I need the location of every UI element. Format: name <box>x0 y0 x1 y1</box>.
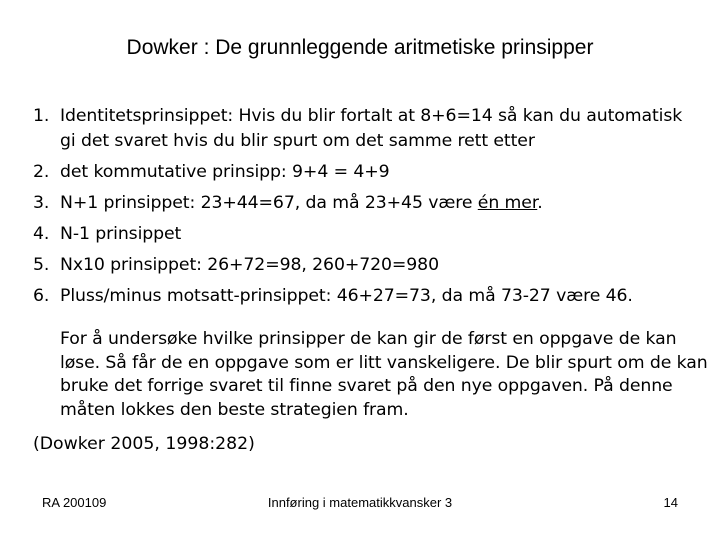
list-item-text: Nx10 prinsippet: 26+72=98, 260+720=980 <box>60 255 439 275</box>
list-item-text: Pluss/minus motsatt-prinsippet: 46+27=73, da må 73-27 være 46. <box>60 286 633 306</box>
list-item-text-end: . <box>537 193 543 213</box>
footer-center: Innføring i matematikkvansker 3 <box>267 495 453 510</box>
principles-list <box>33 104 703 315</box>
list-item <box>33 222 703 247</box>
underlined-text: én mer <box>477 193 538 213</box>
slide-title: Dowker : De grunnleggende aritmetiske prinsipper <box>126 36 594 59</box>
list-item <box>33 104 703 154</box>
footer-left: RA 200109 <box>42 495 107 510</box>
list-item-text <box>60 191 703 216</box>
citation: (Dowker 2005, 1998:282) <box>33 434 255 454</box>
explanation-paragraph: For å undersøke hvilke prinsipper de kan gir de først en oppgave de kan løse. Så får de en oppgave som er litt vanskeligere. De blir spurt om de kan bruke det forrige svaret til finne svaret på den nye oppgaven. På denne måten lokkes den beste strategien fram. <box>60 329 708 420</box>
list-item-text: Identitetsprinsippet: Hvis du blir fortalt at 8+6=14 så kan du automatisk gi det svaret hvis du blir spurt om det samme rett etter <box>60 106 683 151</box>
list-item-text-start: N+1 prinsippet: 23+44=67, da må 23+45 være <box>60 193 478 213</box>
list-item <box>33 284 703 309</box>
list-item-number: 3. <box>33 193 50 213</box>
list-item-text: N-1 prinsippet <box>60 224 182 244</box>
list-item-number: 5. <box>33 255 50 275</box>
list-item <box>33 160 703 185</box>
list-item <box>33 253 703 278</box>
list-item-number: 2. <box>33 162 50 182</box>
list-item-text: det kommutative prinsipp: 9+4 = 4+9 <box>60 162 390 182</box>
list-item-number: 6. <box>33 286 50 306</box>
list-item-number: 4. <box>33 224 50 244</box>
page-number: 14 <box>663 495 678 510</box>
list-item <box>33 191 703 216</box>
list-item-number: 1. <box>33 106 50 126</box>
